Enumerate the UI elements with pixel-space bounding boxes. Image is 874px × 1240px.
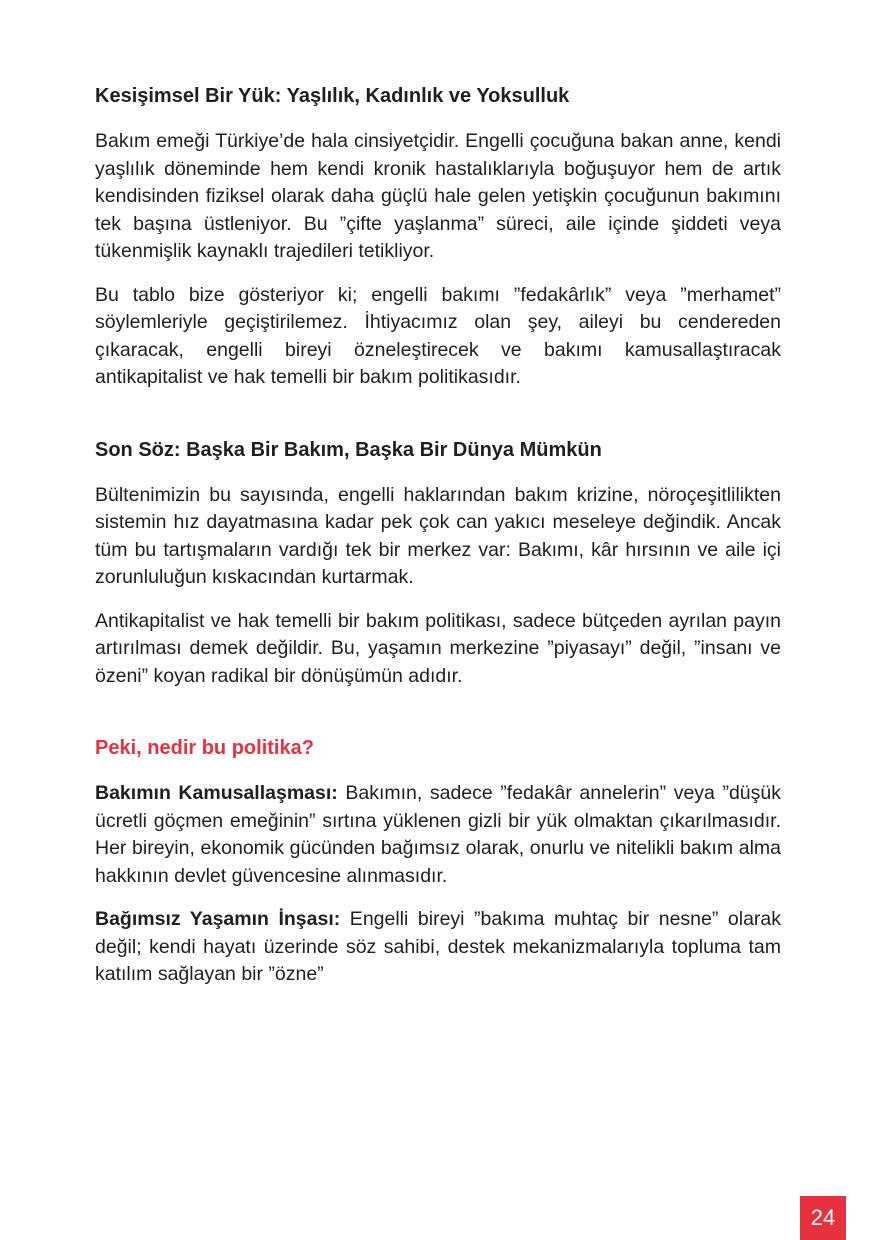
policy-item-text: Bakımın, sadece ”fedakâr annelerin” veya ”düşük ücretli göçmen emeğinin” sırtına yüklenen gizli bir yük olmaktan çıkarılmasıdır. Her bireyin, ekonomik gücünden bağımsız olarak, onurlu ve nitelikli bakım alma hakkının devlet güvencesine alınmasıdır.	[95, 782, 781, 887]
section-heading-intersectional-burden: Kesişimsel Bir Yük: Yaşlılık, Kadınlık ve Yoksulluk	[95, 85, 570, 107]
policy-item-lead: Bakımın Kamusallaşması:	[95, 782, 338, 804]
paragraph: Bültenimizin bu sayısında, engelli haklarından bakım krizine, nöroçeşitlilikten sistemin hız dayatmasına kadar pek çok can yakıcı meseleye değindik. Ancak tüm bu tartışmaların vardığı tek bir merkez var: Bakımı, kâr hırsının ve aile içi zorunluluğun kıskacından kurtarmak.	[95, 483, 781, 588]
paragraph: Antikapitalist ve hak temelli bir bakım politikası, sadece bütçeden ayrılan payın artırılması demek değildir. Bu, yaşamın merkezine ”piyasayı” değil, ”insanı ve özeni” koyan radikal bir dönüşümün adıdır.	[95, 609, 781, 687]
policy-item	[95, 906, 781, 989]
policy-item-text: Engelli bireyi ”bakıma muhtaç bir nesne” olarak değil; kendi hayatı üzerinde söz sahibi, destek mekanizmalarıyla topluma tam katılım sağlayan bir ”özne”	[95, 908, 782, 985]
page-number-badge: 24	[800, 1196, 846, 1240]
paragraph: Bu tablo bize gösteriyor ki; engelli bakımı ”fedakârlık” veya ”merhamet” söylemleriyle geçiştirilemez. İhtiyacımız olan şey, aileyi bu cendereden çıkaracak, engelli bireyi özneleştirecek ve bakımı kamusallaştıracak antikapitalist ve hak temelli bir bakım politikasıdır.	[95, 283, 781, 388]
policy-item	[95, 780, 781, 890]
section-heading-last-word: Son Söz: Başka Bir Bakım, Başka Bir Dünya Mümkün	[95, 438, 602, 461]
paragraph: Bakım emeği Türkiye’de hala cinsiyetçidir. Engelli çocuğuna bakan anne, kendi yaşlılık döneminde hem kendi kronik hastalıklarıyla boğuşuyor hem de artık kendisinden fiziksel olarak daha güçlü hale gelen yetişkin çocuğunun bakımını tek başına üstleniyor. Bu ”çifte yaşlanma” süreci, aile içinde şiddeti veya tükenmişlik kaynaklı trajedileri tetikliyor.	[95, 130, 781, 262]
section-heading-policy: Peki, nedir bu politika?	[95, 737, 314, 759]
policy-item-lead: Bağımsız Yaşamın İnşası:	[95, 908, 341, 930]
page-content	[95, 82, 781, 989]
